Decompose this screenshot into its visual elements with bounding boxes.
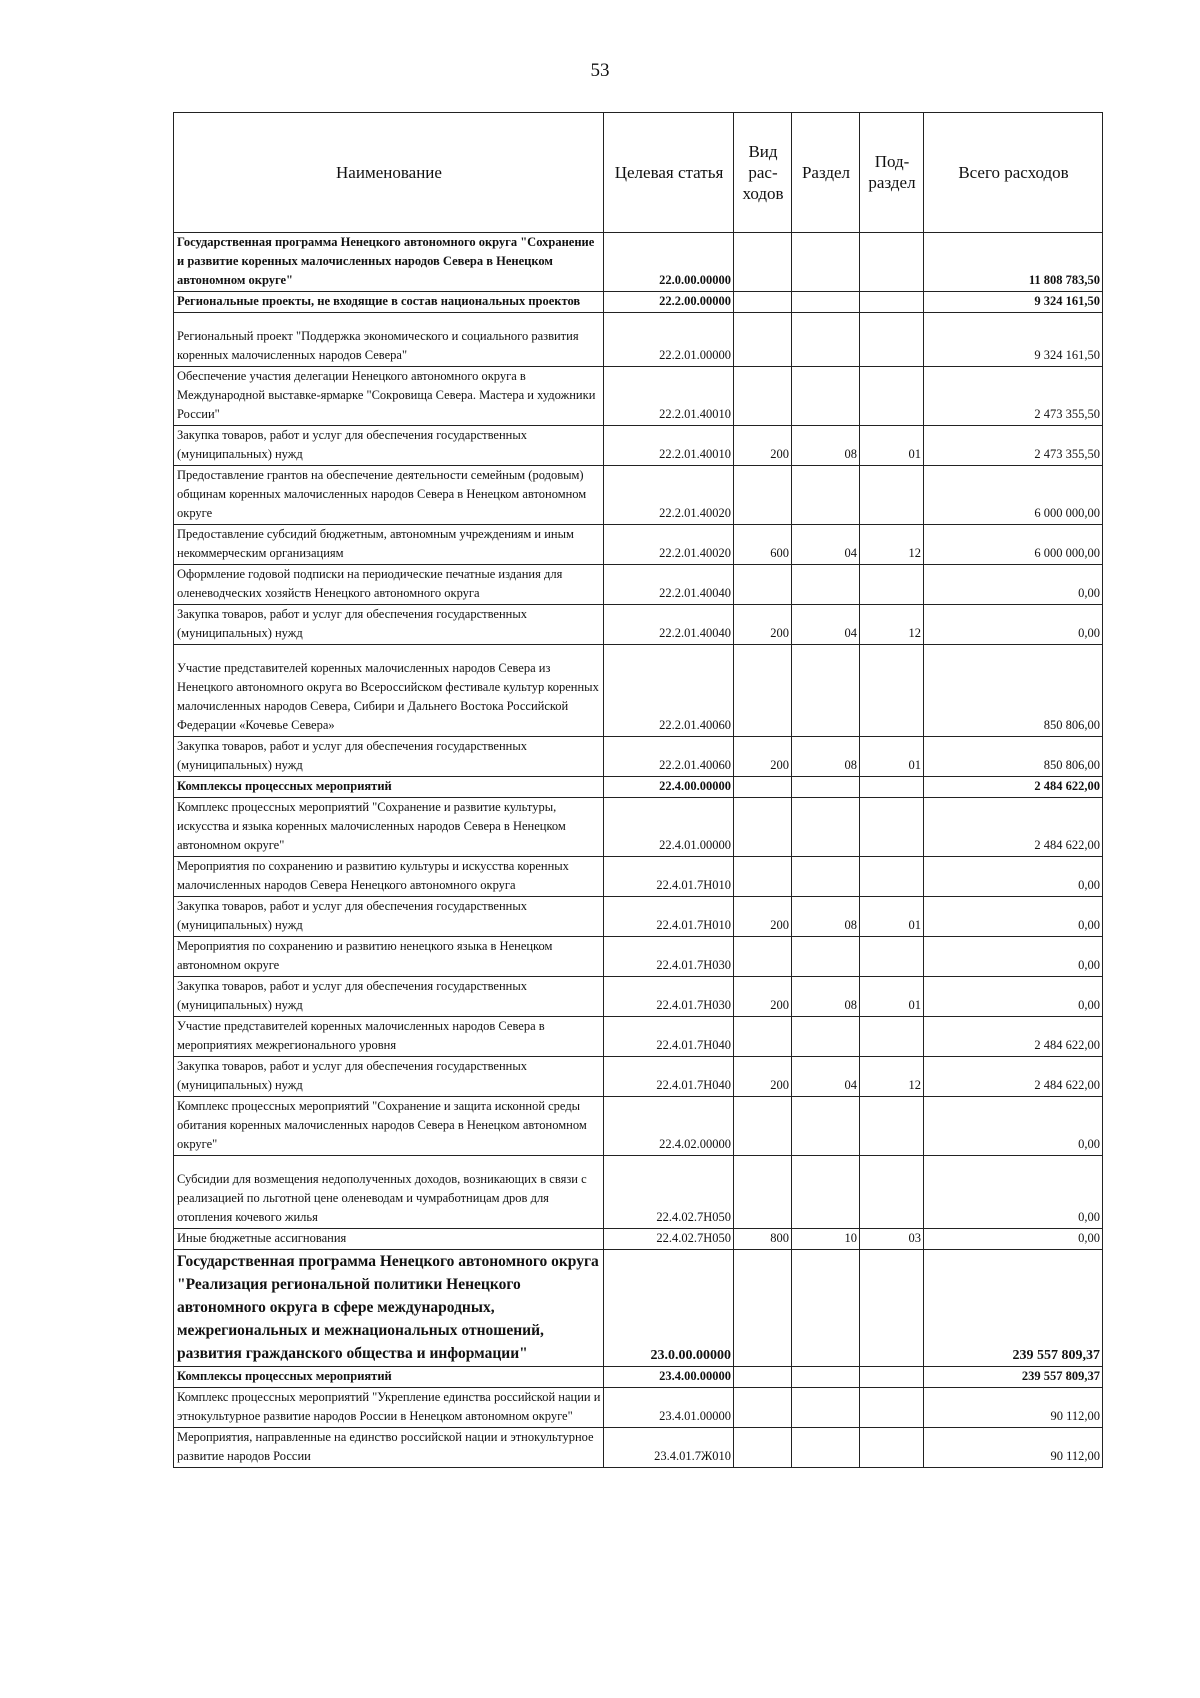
cell-vid (734, 313, 792, 367)
cell-name: Закупка товаров, работ и услуг для обеспечения государственных (муниципальных) нужд (174, 897, 604, 937)
cell-name: Комплексы процессных мероприятий (174, 777, 604, 798)
cell-total: 0,00 (924, 857, 1103, 897)
cell-total: 0,00 (924, 605, 1103, 645)
cell-podrazdel (860, 1250, 924, 1367)
table-row (174, 565, 1103, 605)
cell-podrazdel: 12 (860, 1057, 924, 1097)
cell-total: 239 557 809,37 (924, 1250, 1103, 1367)
table-row (174, 367, 1103, 426)
cell-code: 22.4.01.7Н010 (604, 897, 734, 937)
cell-razdel (792, 1388, 860, 1428)
cell-code: 22.4.01.7Н040 (604, 1057, 734, 1097)
cell-total: 9 324 161,50 (924, 313, 1103, 367)
cell-vid: 200 (734, 1057, 792, 1097)
cell-razdel (792, 857, 860, 897)
cell-podrazdel (860, 857, 924, 897)
cell-code: 22.0.00.00000 (604, 233, 734, 292)
column-header-vid-line: рас- (748, 162, 778, 182)
table-row (174, 1229, 1103, 1250)
table-row (174, 737, 1103, 777)
cell-podrazdel (860, 937, 924, 977)
cell-vid: 200 (734, 897, 792, 937)
cell-total: 2 473 355,50 (924, 426, 1103, 466)
cell-podrazdel: 12 (860, 605, 924, 645)
table-row (174, 466, 1103, 525)
cell-code: 23.4.01.00000 (604, 1388, 734, 1428)
cell-total: 0,00 (924, 897, 1103, 937)
cell-vid (734, 233, 792, 292)
cell-code: 22.2.01.40020 (604, 525, 734, 565)
cell-name: Субсидии для возмещения недополученных доходов, возникающих в связи с реализацией по льготной цене оленеводам и чумработницам дров для отопления кочевого жилья (174, 1156, 604, 1229)
cell-code: 22.2.01.40020 (604, 466, 734, 525)
cell-vid: 200 (734, 605, 792, 645)
cell-name: Закупка товаров, работ и услуг для обеспечения государственных (муниципальных) нужд (174, 977, 604, 1017)
cell-razdel (792, 1250, 860, 1367)
cell-name: Обеспечение участия делегации Ненецкого автономного округа в Международной выставке-ярмарке "Сокровища Севера. Мастера и художники России" (174, 367, 604, 426)
cell-podrazdel (860, 798, 924, 857)
table-row (174, 313, 1103, 367)
cell-razdel (792, 937, 860, 977)
cell-name: Закупка товаров, работ и услуг для обеспечения государственных (муниципальных) нужд (174, 426, 604, 466)
cell-podrazdel (860, 1428, 924, 1468)
column-header-podrazdel (860, 113, 924, 233)
cell-name: Комплекс процессных мероприятий "Сохранение и защита исконной среды обитания коренных малочисленных народов Севера в Ненецком автономном округе" (174, 1097, 604, 1156)
table-row (174, 233, 1103, 292)
column-header-podrazdel-line: раздел (868, 173, 916, 192)
cell-total: 850 806,00 (924, 645, 1103, 737)
cell-vid (734, 1367, 792, 1388)
cell-code: 22.2.01.40010 (604, 367, 734, 426)
cell-code: 22.4.02.7Н050 (604, 1229, 734, 1250)
cell-vid: 200 (734, 426, 792, 466)
cell-vid: 800 (734, 1229, 792, 1250)
cell-razdel (792, 1017, 860, 1057)
cell-razdel: 08 (792, 737, 860, 777)
cell-name: Участие представителей коренных малочисленных народов Севера в мероприятиях межрегионального уровня (174, 1017, 604, 1057)
table-row (174, 426, 1103, 466)
cell-name: Мероприятия по сохранению и развитию ненецкого языка в Ненецком автономном округе (174, 937, 604, 977)
cell-name: Региональные проекты, не входящие в состав национальных проектов (174, 292, 604, 313)
cell-name: Закупка товаров, работ и услуг для обеспечения государственных (муниципальных) нужд (174, 605, 604, 645)
table-row (174, 605, 1103, 645)
cell-vid: 200 (734, 737, 792, 777)
table-row (174, 645, 1103, 737)
cell-razdel (792, 292, 860, 313)
cell-code: 22.4.01.7Н030 (604, 977, 734, 1017)
cell-total: 2 473 355,50 (924, 367, 1103, 426)
cell-vid (734, 1388, 792, 1428)
cell-razdel (792, 313, 860, 367)
cell-code: 22.2.00.00000 (604, 292, 734, 313)
cell-podrazdel (860, 1017, 924, 1057)
cell-name: Закупка товаров, работ и услуг для обеспечения государственных (муниципальных) нужд (174, 737, 604, 777)
cell-vid (734, 1428, 792, 1468)
table-row (174, 977, 1103, 1017)
cell-code: 22.4.01.7Н030 (604, 937, 734, 977)
cell-podrazdel: 12 (860, 525, 924, 565)
cell-podrazdel: 01 (860, 977, 924, 1017)
cell-razdel: 08 (792, 897, 860, 937)
cell-razdel: 08 (792, 977, 860, 1017)
cell-vid: 200 (734, 977, 792, 1017)
cell-total: 0,00 (924, 1229, 1103, 1250)
column-header-vid (734, 113, 792, 233)
table-row (174, 292, 1103, 313)
cell-vid (734, 1097, 792, 1156)
cell-podrazdel (860, 1367, 924, 1388)
column-header-podrazdel-line: Под- (874, 152, 910, 171)
cell-name: Закупка товаров, работ и услуг для обеспечения государственных (муниципальных) нужд (174, 1057, 604, 1097)
cell-podrazdel (860, 565, 924, 605)
column-header-code: Целевая статья (604, 113, 734, 233)
table-row (174, 798, 1103, 857)
cell-total: 11 808 783,50 (924, 233, 1103, 292)
cell-name: Государственная программа Ненецкого автономного округа "Сохранение и развитие коренных малочисленных народов Севера в Ненецком автономном округе" (174, 233, 604, 292)
column-header-vid-line: ходов (742, 183, 784, 203)
cell-name: Мероприятия, направленные на единство российской нации и этнокультурное развитие народов России (174, 1428, 604, 1468)
table-row (174, 1367, 1103, 1388)
cell-vid (734, 1017, 792, 1057)
cell-code: 22.4.01.7Н010 (604, 857, 734, 897)
cell-code: 22.2.01.40040 (604, 605, 734, 645)
cell-code: 22.2.01.40060 (604, 737, 734, 777)
cell-vid (734, 937, 792, 977)
cell-total: 0,00 (924, 977, 1103, 1017)
cell-code: 22.2.01.40060 (604, 645, 734, 737)
cell-code: 23.0.00.00000 (604, 1250, 734, 1367)
cell-name: Участие представителей коренных малочисленных народов Севера из Ненецкого автономного округа во Всероссийском фестивале культур коренных малочисленных народов Севера, Сибири и Дальнего Востока Российской Федерации «Кочевье Севера» (174, 645, 604, 737)
cell-razdel (792, 367, 860, 426)
cell-code: 22.2.01.00000 (604, 313, 734, 367)
page-number: 53 (590, 60, 610, 81)
cell-vid (734, 645, 792, 737)
cell-total: 0,00 (924, 937, 1103, 977)
cell-code: 22.4.02.00000 (604, 1097, 734, 1156)
cell-razdel: 04 (792, 1057, 860, 1097)
cell-code: 22.2.01.40010 (604, 426, 734, 466)
table-row (174, 897, 1103, 937)
cell-razdel (792, 1156, 860, 1229)
cell-total: 9 324 161,50 (924, 292, 1103, 313)
cell-podrazdel: 01 (860, 897, 924, 937)
cell-razdel (792, 233, 860, 292)
cell-razdel: 04 (792, 605, 860, 645)
cell-name: Комплексы процессных мероприятий (174, 1367, 604, 1388)
cell-vid (734, 798, 792, 857)
column-header-name: Наименование (174, 113, 604, 233)
cell-razdel (792, 777, 860, 798)
cell-razdel: 08 (792, 426, 860, 466)
cell-vid (734, 1156, 792, 1229)
cell-code: 22.4.02.7Н050 (604, 1156, 734, 1229)
cell-podrazdel (860, 292, 924, 313)
table-row (174, 525, 1103, 565)
table-row (174, 777, 1103, 798)
cell-podrazdel (860, 313, 924, 367)
cell-razdel: 10 (792, 1229, 860, 1250)
cell-podrazdel (860, 777, 924, 798)
budget-table (173, 112, 1103, 1468)
cell-total: 0,00 (924, 1156, 1103, 1229)
cell-code: 23.4.01.7Ж010 (604, 1428, 734, 1468)
cell-total: 6 000 000,00 (924, 466, 1103, 525)
cell-total: 2 484 622,00 (924, 1057, 1103, 1097)
table-row (174, 1097, 1103, 1156)
cell-vid (734, 292, 792, 313)
cell-total: 90 112,00 (924, 1428, 1103, 1468)
cell-razdel (792, 1428, 860, 1468)
table-row (174, 1250, 1103, 1367)
cell-razdel (792, 466, 860, 525)
cell-name: Мероприятия по сохранению и развитию культуры и искусства коренных малочисленных народов Севера Ненецкого автономного округа (174, 857, 604, 897)
cell-razdel (792, 565, 860, 605)
table-row (174, 1156, 1103, 1229)
column-header-total: Всего расходов (924, 113, 1103, 233)
cell-total: 2 484 622,00 (924, 777, 1103, 798)
cell-name: Предоставление грантов на обеспечение деятельности семейным (родовым) общинам коренных малочисленных народов Севера в Ненецком автономном округе (174, 466, 604, 525)
column-header-vid-line: Вид (748, 141, 778, 161)
cell-vid (734, 367, 792, 426)
cell-vid (734, 777, 792, 798)
cell-code: 23.4.00.00000 (604, 1367, 734, 1388)
cell-podrazdel (860, 645, 924, 737)
table-row (174, 1057, 1103, 1097)
table-row (174, 1388, 1103, 1428)
cell-code: 22.4.01.00000 (604, 798, 734, 857)
cell-name: Предоставление субсидий бюджетным, автономным учреждениям и иным некоммерческим организациям (174, 525, 604, 565)
cell-podrazdel (860, 1156, 924, 1229)
table-row (174, 1017, 1103, 1057)
cell-podrazdel (860, 1388, 924, 1428)
cell-code: 22.4.00.00000 (604, 777, 734, 798)
cell-razdel (792, 798, 860, 857)
table-row (174, 937, 1103, 977)
cell-podrazdel (860, 1097, 924, 1156)
cell-razdel (792, 1367, 860, 1388)
cell-podrazdel: 03 (860, 1229, 924, 1250)
cell-razdel (792, 645, 860, 737)
cell-vid: 600 (734, 525, 792, 565)
column-header-razdel: Раздел (792, 113, 860, 233)
cell-podrazdel (860, 367, 924, 426)
cell-total: 6 000 000,00 (924, 525, 1103, 565)
cell-name: Оформление годовой подписки на периодические печатные издания для оленеводческих хозяйств Ненецкого автономного округа (174, 565, 604, 605)
cell-total: 239 557 809,37 (924, 1367, 1103, 1388)
cell-podrazdel (860, 466, 924, 525)
cell-total: 90 112,00 (924, 1388, 1103, 1428)
cell-name: Иные бюджетные ассигнования (174, 1229, 604, 1250)
cell-podrazdel: 01 (860, 426, 924, 466)
cell-total: 2 484 622,00 (924, 798, 1103, 857)
cell-total: 850 806,00 (924, 737, 1103, 777)
table-row (174, 1428, 1103, 1468)
cell-total: 0,00 (924, 565, 1103, 605)
cell-razdel (792, 1097, 860, 1156)
cell-name: Государственная программа Ненецкого автономного округа "Реализация региональной политики Ненецкого автономного округа в сфере международных, межрегиональных и межнациональных отношений, развития гражданского общества и информации" (174, 1250, 604, 1367)
cell-name: Комплекс процессных мероприятий "Укрепление единства российской нации и этнокультурное развитие народов России в Ненецком автономном округе" (174, 1388, 604, 1428)
cell-total: 2 484 622,00 (924, 1017, 1103, 1057)
cell-podrazdel (860, 233, 924, 292)
cell-vid (734, 1250, 792, 1367)
cell-name: Региональный проект "Поддержка экономического и социального развития коренных малочисленных народов Севера" (174, 313, 604, 367)
cell-vid (734, 565, 792, 605)
cell-code: 22.2.01.40040 (604, 565, 734, 605)
cell-vid (734, 857, 792, 897)
cell-podrazdel: 01 (860, 737, 924, 777)
cell-total: 0,00 (924, 1097, 1103, 1156)
table-row (174, 857, 1103, 897)
cell-name: Комплекс процессных мероприятий "Сохранение и развитие культуры, искусства и языка коренных малочисленных народов Севера в Ненецком автономном округе" (174, 798, 604, 857)
cell-vid (734, 466, 792, 525)
cell-code: 22.4.01.7Н040 (604, 1017, 734, 1057)
cell-razdel: 04 (792, 525, 860, 565)
table-header-row (174, 113, 1103, 233)
